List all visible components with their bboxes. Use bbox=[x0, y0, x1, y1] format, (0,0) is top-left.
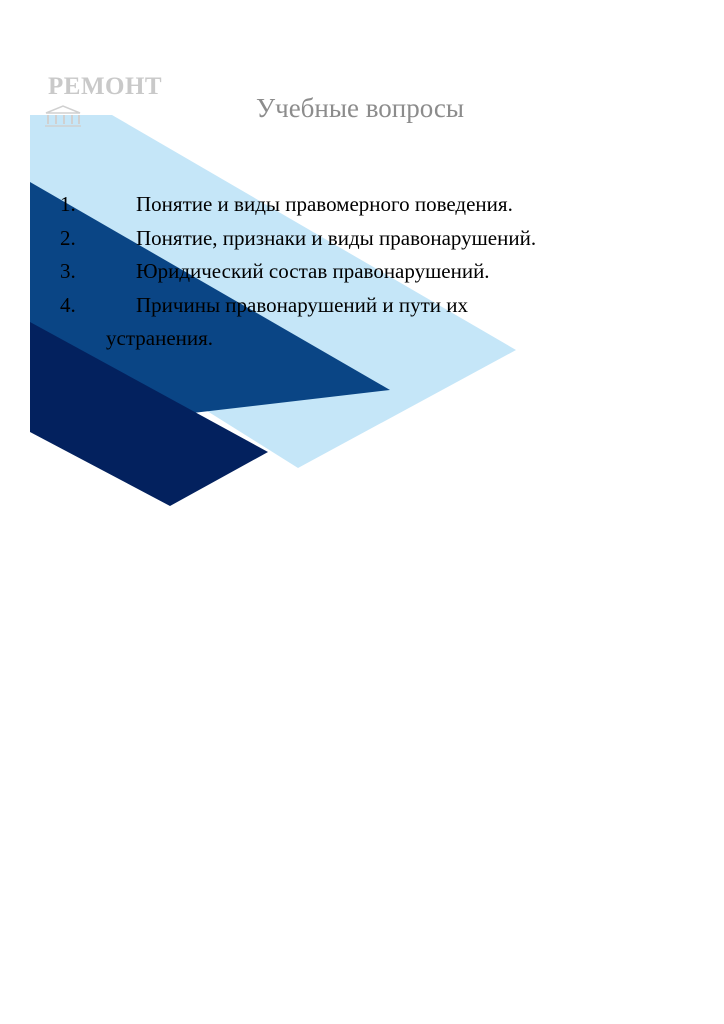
building-icon bbox=[42, 104, 84, 128]
list-item-number: 2. bbox=[60, 225, 76, 250]
list-item-number: 3. bbox=[60, 259, 76, 284]
list-item-text: Понятие и виды правомерного поведения. bbox=[136, 192, 513, 216]
logo-text: РЕМОНТ bbox=[48, 73, 163, 100]
list-item-text: Юридический состав правонарушений. bbox=[136, 259, 490, 284]
list-item-number: 4. bbox=[60, 292, 76, 317]
list-item bbox=[60, 255, 660, 289]
list-item bbox=[60, 222, 660, 256]
list-item bbox=[60, 289, 660, 356]
list-item-number: 1. bbox=[60, 192, 76, 216]
list-item bbox=[60, 188, 660, 222]
list-item-text: Причины правонарушений и пути их bbox=[136, 292, 469, 317]
list-item-text-wrapper bbox=[106, 289, 660, 356]
list-item-text-continuation: устранения. bbox=[106, 326, 214, 351]
list-item-text: Понятие, признаки и виды правонарушений. bbox=[136, 225, 537, 250]
page-title: Учебные вопросы bbox=[256, 93, 465, 123]
question-list bbox=[60, 188, 660, 356]
